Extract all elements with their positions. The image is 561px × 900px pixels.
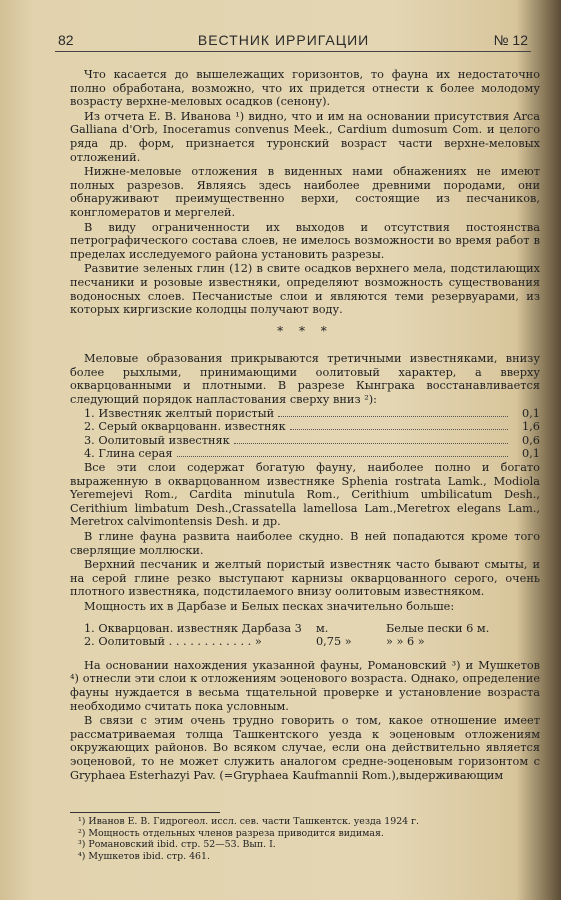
table-row bbox=[84, 622, 540, 636]
paragraph: Что касается до вышележащих горизонтов, то фауна их недостаточно полно обработана, возможно, что их придется отнести к более молодому возрасту верхне-меловых осадков (сенону). bbox=[70, 68, 540, 109]
list-item bbox=[84, 434, 540, 448]
paragraph: Мощность их в Дарбазе и Белых песках значительно больше: bbox=[84, 599, 455, 613]
table-cell: Белые пески 6 м. bbox=[386, 621, 490, 635]
paragraph: Верхний песчаник и желтый пористый известняк часто бывают смыты, и на серой глине резко выступают карнизы окварцованного серого, очень плотного известняка, подстилаемого внизу оолитовым известняком. bbox=[70, 558, 540, 599]
footnote: ¹) Иванов Е. В. Гидрогеол. иссл. сев. части Ташкентск. уезда 1924 г. bbox=[78, 816, 420, 827]
leader-dots bbox=[177, 456, 508, 457]
footnote-rule bbox=[70, 812, 220, 813]
layer-label: 1. Известняк желтый пористый bbox=[84, 406, 275, 420]
table-cell: 1. Окварцован. известняк Дарбаза 3 bbox=[84, 621, 302, 635]
section-list bbox=[70, 407, 540, 461]
list-item bbox=[84, 407, 540, 421]
table-cell: м. bbox=[316, 621, 329, 635]
layer-label: 2. Серый окварцованн. известняк bbox=[84, 420, 286, 434]
section-separator: * * * bbox=[277, 323, 333, 338]
leader-dots bbox=[290, 429, 508, 430]
table-row bbox=[84, 635, 540, 649]
thickness-table bbox=[70, 622, 540, 649]
table-cell: » » 6 » bbox=[386, 635, 425, 649]
layer-value: 0,1 bbox=[522, 447, 540, 461]
table-cell: 2. Оолитовый . . . . . . . . . . . . » bbox=[84, 635, 262, 649]
layer-value: 1,6 bbox=[522, 420, 540, 434]
layer-label: 3. Оолитовый известняк bbox=[84, 433, 230, 447]
paragraph: В глине фауна развита наиболее скудно. В ней попадаются кроме того сверлящие моллюски. bbox=[70, 530, 540, 557]
paragraph: Развитие зеленых глин (12) в свите осадков верхнего мела, подстилающих песчаники и розовые известняки, определяют возможность существования водоносных слоев. Песчанистые слои и являются теми резервуарами, из которых киргизские колодцы получают воду. bbox=[70, 262, 540, 317]
layer-value: 0,6 bbox=[522, 433, 540, 447]
paragraph: Меловые образования прикрываются третичными известняками, внизу более рыхлыми, принимающими оолитовый характер, а вверху окварцованными и плотными. В разрезе Кынграка восстанавливается следующий порядок напластования сверху вниз ²): bbox=[70, 352, 540, 407]
footnote: ³) Романовский ibid. стр. 52—53. Вып. I. bbox=[78, 839, 276, 851]
issue-number: № 12 bbox=[493, 32, 528, 48]
footnotes bbox=[78, 816, 538, 862]
layer-label: 4. Глина серая bbox=[84, 447, 173, 461]
list-item bbox=[84, 447, 540, 461]
leader-dots bbox=[234, 443, 508, 444]
header-rule bbox=[55, 51, 531, 52]
page-header bbox=[58, 32, 528, 48]
journal-title: ВЕСТНИК ИРРИГАЦИИ bbox=[197, 32, 370, 48]
leader-dots bbox=[278, 416, 508, 417]
paragraph: В связи с этим очень трудно говорить о том, какое отношение имеет рассматриваемая толща Ташкентского уезда к эоценовым отложениям окружающих районов. Во всяком случае, если она действительно является эоценовой, то не может служить аналогом средне-эоценовым горизонтом с Gryphaea Esterhazyi Pav. (=Gryphaea Kaufmannii Rom.),выдерживающим bbox=[70, 714, 540, 782]
layer-value: 0,1 bbox=[522, 406, 540, 420]
table-cell: 0,75 » bbox=[316, 635, 352, 649]
paragraph: На основании нахождения указанной фауны, Романовский ³) и Мушкетов ⁴) отнесли эти слои к отложениям эоценового возраста. Однако, определение фауны нуждается в весьма тщательной проверке и установление возраста необходимо считать пока условным. bbox=[70, 658, 540, 713]
footnote: ²) Мощность отдельных членов разреза приводится видимая. bbox=[78, 827, 384, 839]
paragraph: В виду ограниченности их выходов и отсутствия постоянства петрографического состава слоев, не имелось возможности во время работ в пределах исследуемого района установить разрезы. bbox=[70, 220, 540, 261]
page-number: 82 bbox=[58, 32, 74, 48]
paragraph: Все эти слои содержат богатую фауну, наиболее полно и богато выраженную в окварцованном известняке Sphenia rostrata Lamk., Modiola Yeremejevi Rom., Cardita minutula Rom., Cerithium umbilicatum Desh., Cerithium limbatum Desh.,Crassatella lamellosa Lam.,Meretrox elegans Lam., Meretrox calvimontensis Desh. и др. bbox=[70, 461, 540, 529]
list-item bbox=[84, 420, 540, 434]
paragraph: Нижне-меловые отложения в виденных нами обнажениях не имеют полных разрезов. Являясь здесь наиболее древними породами, они обнаруживают преимущественно верхи, состоящие из песчаников, конгломератов и мергелей. bbox=[70, 165, 540, 219]
footnote: ⁴) Мушкетов ibid. стр. 461. bbox=[78, 850, 210, 862]
body-text bbox=[70, 68, 540, 782]
paragraph: Из отчета Е. В. Иванова ¹) видно, что и им на основании присутствия Arca Galliana d'Orb, Inoceramus convenus Meek., Cardium dumosum Com. и целого ряда др. форм, признается туронский возраст части верхне-меловых отложений. bbox=[70, 109, 540, 164]
